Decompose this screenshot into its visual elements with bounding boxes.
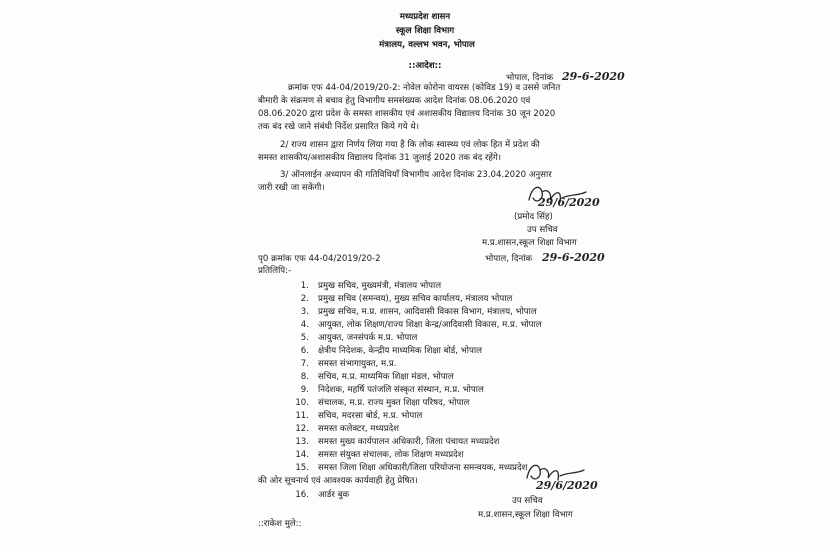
list-item: आयुक्त, जनसंपर्क म.प्र. भोपाल xyxy=(318,333,418,343)
para1-line2: बीमारी के संक्रमण से बचाव हेतु विभागीय समसंख्यक आदेश दिनांक 08.06.2020 एवं xyxy=(258,96,531,106)
header-address: मंत्रालय, वल्लभ भवन, भोपाल xyxy=(379,40,475,50)
list-item: क्षेत्रीय निदेशक, केन्द्रीय माध्यमिक शिक्षा बोर्ड, भोपाल xyxy=(318,346,482,356)
endorsement-handwritten-date: 29-6-2020 xyxy=(542,251,605,264)
list-item: समस्त कलेक्टर, मध्यप्रदेश xyxy=(318,424,399,434)
list-number: 5. xyxy=(300,333,309,343)
list-item: प्रमुख सचिव (समन्वय), मुख्य सचिव कार्यालय, मंत्रालय भोपाल xyxy=(318,294,513,304)
para1-line3: 08.06.2020 द्वारा प्रदेश के समस्त शासकीय एवं अशासकीय विद्यालय दिनांक 30 जून 2020 xyxy=(258,109,556,119)
list-item: आयुक्त, लोक शिक्षण/राज्य शिक्षा केन्द्र/आदिवासी विकास, म.प्र. भोपाल xyxy=(318,320,542,330)
header-department: स्कूल शिक्षा विभाग xyxy=(395,26,455,36)
list-number: 9. xyxy=(300,385,309,395)
para2-line1: 2/ राज्य शासन द्वारा निर्णय लिया गया है कि लोक स्वास्थ्य एवं लोक हित में प्रदेश की xyxy=(280,140,540,150)
signature-2-date: 29/6/2020 xyxy=(536,479,598,492)
list-number: 4. xyxy=(300,320,309,330)
para1-line4: तक बंद रखे जाने संबंधी निर्देश प्रसारित किये गये थे। xyxy=(258,122,420,132)
list-number: 7. xyxy=(300,359,309,369)
list-item: समस्त संयुक्त संचालक, लोक शिक्षण मध्यप्रदेश xyxy=(318,450,464,460)
typist-note: ::राकेश मुले:: xyxy=(258,519,302,529)
endorsement-date-label: भोपाल, दिनांक xyxy=(485,254,533,264)
header-govt: मध्यप्रदेश शासन xyxy=(399,12,451,22)
list-item: सचिव, मदरसा बोर्ड, म.प्र. भोपाल xyxy=(318,411,423,421)
list-number: 8. xyxy=(300,372,309,382)
list-number: 14. xyxy=(295,450,309,460)
signatory-2-designation: उप सचिव xyxy=(512,496,543,506)
para2-line2: समस्त शासकीय/अशासकीय विद्यालय दिनांक 31 जुलाई 2020 तक बंद रहेंगे। xyxy=(258,153,502,163)
list-item: समस्त संभागायुक्त, म.प्र. xyxy=(318,359,397,369)
list-item: आर्डर बुक xyxy=(318,490,350,500)
copy-to-label: प्रतिलिपि:- xyxy=(258,266,292,276)
list-number: 13. xyxy=(295,437,309,447)
para3-line1: 3/ ऑनलाईन अध्यापन की गतिविधियाँ विभागीय आदेश दिनांक 23.04.2020 अनुसार xyxy=(280,170,552,180)
list-number: 3. xyxy=(300,307,309,317)
copy-closing: की ओर सूचनार्थ एवं आवश्यक कार्यवाही हेतु प्रेषित। xyxy=(258,476,418,486)
list-number: 6. xyxy=(300,346,309,356)
endorsement-ref: पृ0 क्रमांक एफ 44-04/2019/20-2 xyxy=(258,254,381,264)
list-item: निदेशक, महर्षि पतंजलि संस्कृत संस्थान, म.प्र. भोपाल xyxy=(318,385,484,395)
signatory-designation: उप सचिव xyxy=(527,225,558,235)
order-heading: ::आदेश:: xyxy=(408,61,442,71)
list-number: 12. xyxy=(295,424,309,434)
list-number: 2. xyxy=(300,294,309,304)
date-label: भोपाल, दिनांक xyxy=(506,73,554,83)
list-item: प्रमुख सचिव, मुख्यमंत्री, मंत्रालय भोपाल xyxy=(318,281,442,291)
list-number: 15. xyxy=(295,463,309,473)
signatory-office: म.प्र.शासन,स्कूल शिक्षा विभाग xyxy=(482,238,577,248)
para1-line1: क्रमांक एफ 44-04/2019/20-2: नोवेल कोरोना वायरस (कोविड 19) व उससे जनित xyxy=(288,83,561,93)
para3-line2: जारी रखी जा सकेंगी। xyxy=(258,183,325,193)
list-number: 1. xyxy=(300,281,309,291)
handwritten-date: 29-6-2020 xyxy=(562,70,625,83)
list-item: समस्त जिला शिक्षा अधिकारी/जिला परियोजना समन्वयक, मध्यप्रदेश xyxy=(318,463,528,473)
list-item: सचिव, म.प्र. माध्यमिक शिक्षा मंडल, भोपाल xyxy=(318,372,454,382)
list-number: 10. xyxy=(295,398,309,408)
list-item: समस्त मुख्य कार्यपालन अधिकारी, जिला पंचायत मध्यप्रदेश xyxy=(318,437,500,447)
list-number: 11. xyxy=(295,411,309,421)
list-number: 16. xyxy=(295,490,309,500)
signatory-2-office: म.प्र.शासन,स्कूल शिक्षा विभाग xyxy=(478,510,573,520)
signature-1-date: 29/6/2020 xyxy=(538,196,600,209)
signatory-name: (प्रमोद सिंह) xyxy=(514,212,553,222)
list-item: प्रमुख सचिव, म.प्र. शासन, आदिवासी विकास विभाग, मंत्रालय, भोपाल xyxy=(318,307,537,317)
list-item: संचालक, म.प्र. राज्य मुक्त शिक्षा परिषद, भोपाल xyxy=(318,398,470,408)
